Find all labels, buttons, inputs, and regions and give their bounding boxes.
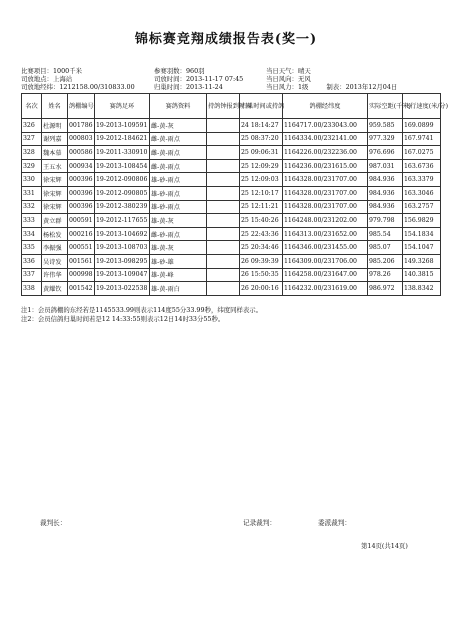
cell-arrival-time: 25 12:11:21 — [240, 200, 283, 214]
cell-loft-id: 000396 — [68, 186, 95, 200]
cell-ring: 19-2011-330910 — [95, 146, 150, 160]
cell-loft-coords: 1164717.00/233043.00 — [283, 119, 368, 133]
cell-loft-id: 000396 — [68, 173, 95, 187]
table-row — [22, 241, 441, 255]
cell-name: 谢列嘉 — [42, 132, 68, 146]
report-title: 锦标赛竞翔成绩报告表(奖一) — [134, 32, 318, 47]
cell-arrival-time: 25 12:09:03 — [240, 173, 283, 187]
cell-distance: 976.696 — [368, 146, 403, 160]
cell-loft-coords: 1164328.00/231707.00 — [283, 200, 368, 214]
cell-loft-coords: 1164309.00/231706.00 — [283, 254, 368, 268]
cell-loft-coords: 1164232.00/231619.00 — [283, 282, 368, 296]
cell-ring: 19-2012-380239 — [95, 200, 150, 214]
cell-distance: 985.07 — [368, 241, 403, 255]
cell-ring: 19-2012-184621 — [95, 132, 150, 146]
cell-name: 吴诗发 — [42, 254, 68, 268]
cell-arrival-time: 25 08:37:20 — [240, 132, 283, 146]
cell-arrival-time: 26 09:39:39 — [240, 254, 283, 268]
cell-bird-info: 雌-黄-雨点 — [150, 159, 207, 173]
recorder-signature: 记录裁判： — [243, 519, 276, 527]
cell-arrival-time: 25 20:34:46 — [240, 241, 283, 255]
committee-signature: 委派裁判： — [318, 519, 351, 527]
cell-rank: 332 — [22, 200, 42, 214]
cell-arrival-time: 25 22:43:36 — [240, 227, 283, 241]
table-row — [22, 159, 441, 173]
cell-clock-time — [207, 186, 240, 200]
cell-rank: 327 — [22, 132, 42, 146]
results-body — [22, 119, 441, 296]
col-name: 姓名 — [42, 94, 68, 119]
cell-speed: 167.9741 — [403, 132, 441, 146]
cell-rank: 338 — [22, 282, 42, 296]
cell-ring: 19-2013-108454 — [95, 159, 150, 173]
table-row — [22, 282, 441, 296]
cell-loft-id: 000396 — [68, 200, 95, 214]
table-row — [22, 214, 441, 228]
col-loft-id: 鸽棚编号 — [68, 94, 95, 119]
table-row — [22, 132, 441, 146]
cell-rank: 328 — [22, 146, 42, 160]
table-header-row — [22, 94, 441, 119]
cell-loft-id: 000934 — [68, 159, 95, 173]
cell-loft-id: 001786 — [68, 119, 95, 133]
table-row — [22, 200, 441, 214]
race-distance: 比赛项目：1000千米 — [21, 67, 82, 75]
table-row — [22, 146, 441, 160]
cell-clock-time — [207, 200, 240, 214]
cell-name: 徐宋辉 — [42, 200, 68, 214]
cell-distance: 985.206 — [368, 254, 403, 268]
col-arrival-time: 归巢时间或持鸽 — [240, 94, 283, 119]
cell-rank: 334 — [22, 227, 42, 241]
table-row — [22, 268, 441, 282]
cell-distance: 984.936 — [368, 173, 403, 187]
cell-loft-id: 000591 — [68, 214, 95, 228]
cell-speed: 138.8342 — [403, 282, 441, 296]
cell-rank: 335 — [22, 241, 42, 255]
cell-name: 王五水 — [42, 159, 68, 173]
cell-arrival-time: 25 09:06:31 — [240, 146, 283, 160]
cell-loft-id: 001542 — [68, 282, 95, 296]
cell-speed: 169.0899 — [403, 119, 441, 133]
cell-distance: 959.585 — [368, 119, 403, 133]
cell-ring: 19-2013-108703 — [95, 241, 150, 255]
table-date: 制表：2013年12月04日 — [326, 83, 398, 92]
cell-speed: 156.9829 — [403, 214, 441, 228]
cell-speed: 163.3046 — [403, 186, 441, 200]
cell-ring: 19-2012-090805 — [95, 186, 150, 200]
cell-rank: 326 — [22, 119, 42, 133]
cell-loft-coords: 1164334.00/232141.00 — [283, 132, 368, 146]
table-row — [22, 227, 441, 241]
race-info — [21, 67, 441, 92]
release-site: 司放地点：上海站 — [21, 75, 73, 84]
cell-loft-coords: 1164346.00/231455.00 — [283, 241, 368, 255]
wind-direction: 当日风向：无风 — [266, 75, 311, 84]
cell-rank: 333 — [22, 214, 42, 228]
col-rank: 名次 — [22, 94, 42, 119]
cell-arrival-time: 24 18:14:27 — [240, 119, 283, 133]
cell-bird-info: 雄-黄-雨白 — [150, 282, 207, 296]
cell-clock-time — [207, 132, 240, 146]
cell-ring: 19-2013-109047 — [95, 268, 150, 282]
cell-clock-time — [207, 119, 240, 133]
cell-distance: 979.798 — [368, 214, 403, 228]
cell-bird-info: 雄-砂-雨点 — [150, 200, 207, 214]
weather: 当日天气：晴天 — [266, 67, 311, 75]
cell-bird-info: 雌-黄-雨点 — [150, 132, 207, 146]
cell-ring: 19-2013-022538 — [95, 282, 150, 296]
cell-distance: 984.936 — [368, 200, 403, 214]
cell-arrival-time: 25 15:40:26 — [240, 214, 283, 228]
cell-ring: 19-2012-090806 — [95, 173, 150, 187]
release-coordinates: 司放地经纬：1212158.00/310833.00 — [21, 83, 135, 92]
cell-speed: 163.6736 — [403, 159, 441, 173]
cell-loft-id: 000998 — [68, 268, 95, 282]
cell-bird-info: 雄-黄-灰 — [150, 214, 207, 228]
cell-distance: 978.26 — [368, 268, 403, 282]
cell-bird-info: 雌-砂-雨点 — [150, 227, 207, 241]
cell-ring: 19-2013-109591 — [95, 119, 150, 133]
cell-clock-time — [207, 241, 240, 255]
cell-distance: 987.031 — [368, 159, 403, 173]
table-row — [22, 173, 441, 187]
col-ring: 赛鸽足环 — [95, 94, 150, 119]
cell-loft-id: 000216 — [68, 227, 95, 241]
col-loft-coords: 鸽棚经纬度 — [283, 94, 368, 119]
cell-loft-id: 001561 — [68, 254, 95, 268]
table-row — [22, 254, 441, 268]
cell-speed: 154.1834 — [403, 227, 441, 241]
col-distance: 实际空距(千米) — [368, 94, 403, 119]
cell-distance: 985.54 — [368, 227, 403, 241]
info-row-1 — [21, 67, 441, 75]
cell-name: 杨松发 — [42, 227, 68, 241]
cell-name: 李振强 — [42, 241, 68, 255]
cell-name: 许伟华 — [42, 268, 68, 282]
cell-name: 魏本慕 — [42, 146, 68, 160]
cell-clock-time — [207, 254, 240, 268]
cell-rank: 336 — [22, 254, 42, 268]
cell-loft-coords: 1164328.00/231707.00 — [283, 186, 368, 200]
page-number: 第14页(共14页) — [361, 542, 408, 550]
cell-name: 杜源明 — [42, 119, 68, 133]
cell-bird-info: 雄-砂-雨点 — [150, 173, 207, 187]
cell-loft-coords: 1164226.00/232236.00 — [283, 146, 368, 160]
col-clock-time: 持鸽钟报到时间 — [207, 94, 240, 119]
wind-force-and-date — [266, 83, 441, 91]
notes — [21, 306, 262, 324]
cell-speed: 140.3815 — [403, 268, 441, 282]
cell-clock-time — [207, 146, 240, 160]
cell-arrival-time: 25 12:09:29 — [240, 159, 283, 173]
cell-ring: 19-2012-117655 — [95, 214, 150, 228]
cell-speed: 149.3268 — [403, 254, 441, 268]
cell-distance: 977.329 — [368, 132, 403, 146]
cell-name: 黄耀钦 — [42, 282, 68, 296]
cell-clock-time — [207, 227, 240, 241]
cell-clock-time — [207, 282, 240, 296]
cell-distance: 984.936 — [368, 186, 403, 200]
cell-loft-coords: 1164236.00/231615.00 — [283, 159, 368, 173]
entry-count: 参赛羽数：960羽 — [154, 67, 205, 75]
cell-bird-info: 雄-黄-峰 — [150, 268, 207, 282]
cell-clock-time — [207, 268, 240, 282]
table-row — [22, 119, 441, 133]
cell-speed: 163.3379 — [403, 173, 441, 187]
cell-arrival-time: 25 12:10:17 — [240, 186, 283, 200]
cell-name: 黄立群 — [42, 214, 68, 228]
cell-rank: 337 — [22, 268, 42, 282]
cell-arrival-time: 26 15:50:35 — [240, 268, 283, 282]
cell-bird-info: 雌-黄-灰 — [150, 119, 207, 133]
referee-signature: 裁判长： — [40, 519, 67, 527]
cell-clock-time — [207, 159, 240, 173]
cell-bird-info: 雄-黄-灰 — [150, 241, 207, 255]
cell-loft-coords: 1164313.00/231652.00 — [283, 227, 368, 241]
cell-speed: 163.2757 — [403, 200, 441, 214]
cell-bird-info: 雄-砂-雨点 — [150, 186, 207, 200]
col-bird-info: 赛鸽资料 — [150, 94, 207, 119]
cell-name: 徐宋辉 — [42, 173, 68, 187]
note-1: 注1：会员鸽棚的东经若是1145533.99则表示114度55分33.99秒，纬度同样表示。 — [21, 306, 263, 314]
info-row-3 — [21, 83, 441, 91]
cell-name: 徐宋辉 — [42, 186, 68, 200]
cell-loft-id: 000803 — [68, 132, 95, 146]
cell-loft-id: 000586 — [68, 146, 95, 160]
cell-speed: 167.0275 — [403, 146, 441, 160]
cell-clock-time — [207, 214, 240, 228]
cell-rank: 331 — [22, 186, 42, 200]
cell-speed: 154.1047 — [403, 241, 441, 255]
cell-loft-coords: 1164258.00/231647.00 — [283, 268, 368, 282]
cell-ring: 19-2013-104692 — [95, 227, 150, 241]
cell-rank: 330 — [22, 173, 42, 187]
cell-ring: 19-2013-098295 — [95, 254, 150, 268]
cell-clock-time — [207, 173, 240, 187]
note-2: 注2：会员信鸽归巢时间若是12 14:33:55则表示12日14时33分55秒。 — [21, 315, 225, 323]
wind-force: 当日风力：1级 — [266, 83, 309, 92]
cell-loft-id: 000551 — [68, 241, 95, 255]
cell-loft-coords: 1164328.00/231707.00 — [283, 173, 368, 187]
cell-bird-info: 雌-黄-雨点 — [150, 146, 207, 160]
return-date: 归巢时间：2013-11-24 — [154, 83, 223, 92]
cell-distance: 986.972 — [368, 282, 403, 296]
table-row — [22, 186, 441, 200]
release-time: 司放时间：2013-11-17 07:45 — [154, 75, 244, 84]
cell-rank: 329 — [22, 159, 42, 173]
cell-arrival-time: 26 20:00:16 — [240, 282, 283, 296]
cell-bird-info: 雄-砂-雄 — [150, 254, 207, 268]
col-speed: 飞行速度(米/分) — [403, 94, 441, 119]
cell-loft-coords: 1164248.00/231202.00 — [283, 214, 368, 228]
results-table — [21, 93, 449, 296]
